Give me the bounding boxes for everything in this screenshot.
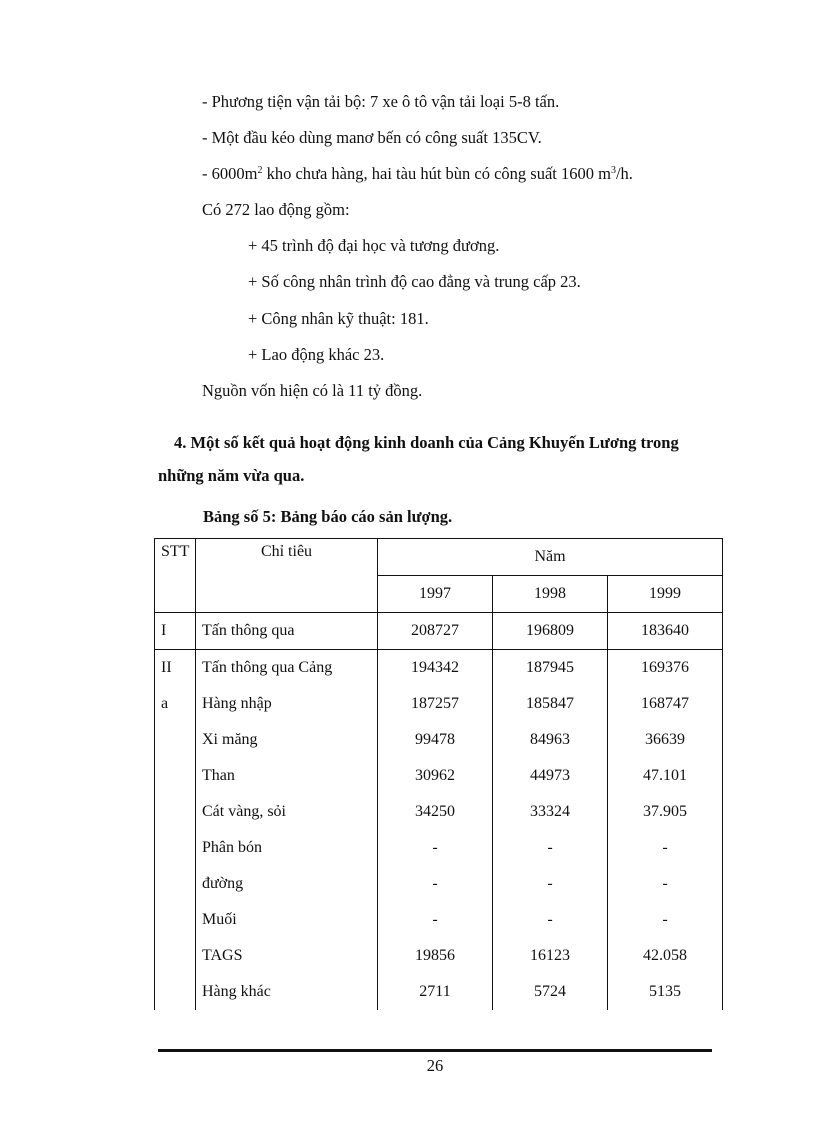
cell-value: 187945: [493, 650, 608, 687]
paragraph-labor-intro: Có 272 lao động gồm:: [202, 200, 350, 219]
cell-value: 2711: [378, 974, 493, 1010]
warehouse-superscript-2: 3: [610, 165, 616, 176]
header-nam: Năm: [378, 539, 723, 576]
table-header-row: [155, 539, 723, 576]
cell-label: Cát vàng, sỏi: [196, 794, 378, 830]
cell-label: đường: [196, 866, 378, 902]
cell-value: 84963: [493, 722, 608, 758]
warehouse-superscript-1: 2: [257, 165, 263, 176]
cell-value: 185847: [493, 686, 608, 722]
cell-value: 36639: [608, 722, 723, 758]
table-row: [155, 830, 723, 866]
table-row: [155, 866, 723, 902]
header-year: 1997: [378, 576, 493, 613]
production-report-table: [154, 538, 723, 1010]
paragraph-capital: Nguồn vốn hiện có là 11 tỷ đồng.: [202, 381, 423, 400]
header-stt: STT: [155, 539, 196, 613]
cell-stt: [155, 974, 196, 1010]
table-row: [155, 974, 723, 1010]
cell-stt: II: [155, 650, 196, 687]
paragraph-road-transport: - Phương tiện vận tải bộ: 7 xe ô tô vận tải loại 5-8 tấn.: [202, 92, 560, 111]
cell-label: Tấn thông qua: [196, 613, 378, 650]
cell-value: -: [493, 902, 608, 938]
table-row: [155, 794, 723, 830]
cell-value: -: [493, 830, 608, 866]
table-row: [155, 938, 723, 974]
cell-stt: [155, 938, 196, 974]
cell-value: -: [378, 830, 493, 866]
cell-stt: [155, 722, 196, 758]
header-chi-tieu: Chỉ tiêu: [196, 539, 378, 613]
cell-label: Than: [196, 758, 378, 794]
footer-divider: [158, 1049, 712, 1052]
cell-value: 30962: [378, 758, 493, 794]
cell-label: Muối: [196, 902, 378, 938]
table-row: [155, 722, 723, 758]
cell-value: -: [493, 866, 608, 902]
paragraph-warehouse: [202, 164, 633, 184]
cell-value: 196809: [493, 613, 608, 650]
table-row: [155, 613, 723, 650]
warehouse-text-pre: - 6000m: [202, 164, 258, 183]
warehouse-text-mid: kho chưa hàng, hai tàu hút bùn có công suất 1600 m: [262, 164, 611, 183]
cell-value: 44973: [493, 758, 608, 794]
cell-value: -: [608, 866, 723, 902]
cell-value: 99478: [378, 722, 493, 758]
cell-stt: [155, 866, 196, 902]
cell-value: 169376: [608, 650, 723, 687]
cell-value: 5135: [608, 974, 723, 1010]
cell-value: 208727: [378, 613, 493, 650]
cell-value: 19856: [378, 938, 493, 974]
cell-stt: a: [155, 686, 196, 722]
table-row: [155, 650, 723, 687]
cell-stt: [155, 902, 196, 938]
cell-value: 5724: [493, 974, 608, 1010]
header-year: 1999: [608, 576, 723, 613]
cell-label: Xi măng: [196, 722, 378, 758]
paragraph-tractor: - Một đầu kéo dùng manơ bến có công suất 135CV.: [202, 128, 542, 147]
cell-value: -: [378, 866, 493, 902]
table-row: [155, 686, 723, 722]
labor-item: + Số công nhân trình độ cao đẳng và trung cấp 23.: [248, 272, 581, 291]
cell-label: Hàng nhập: [196, 686, 378, 722]
table-row: [155, 902, 723, 938]
cell-value: 37.905: [608, 794, 723, 830]
cell-stt: I: [155, 613, 196, 650]
section-heading-continued: những năm vừa qua.: [158, 466, 305, 485]
cell-value: 42.058: [608, 938, 723, 974]
cell-value: 16123: [493, 938, 608, 974]
cell-value: 33324: [493, 794, 608, 830]
page-number: 26: [426, 1056, 444, 1075]
cell-stt: [155, 758, 196, 794]
cell-label: Hàng khác: [196, 974, 378, 1010]
cell-value: -: [608, 902, 723, 938]
cell-stt: [155, 794, 196, 830]
cell-value: -: [608, 830, 723, 866]
labor-item: + Lao động khác 23.: [248, 345, 385, 364]
header-year: 1998: [493, 576, 608, 613]
labor-item: + Công nhân kỹ thuật: 181.: [248, 309, 429, 328]
cell-value: -: [378, 902, 493, 938]
cell-value: 47.101: [608, 758, 723, 794]
cell-label: Tấn thông qua Cảng: [196, 650, 378, 687]
cell-label: Phân bón: [196, 830, 378, 866]
cell-value: 187257: [378, 686, 493, 722]
labor-item: + 45 trình độ đại học và tương đương.: [248, 236, 500, 255]
table-caption: Bảng số 5: Bảng báo cáo sản lượng.: [203, 507, 453, 526]
warehouse-text-post: /h.: [615, 164, 633, 183]
cell-value: 194342: [378, 650, 493, 687]
cell-value: 168747: [608, 686, 723, 722]
table-row: [155, 758, 723, 794]
cell-label: TAGS: [196, 938, 378, 974]
cell-value: 183640: [608, 613, 723, 650]
cell-value: 34250: [378, 794, 493, 830]
cell-stt: [155, 830, 196, 866]
section-heading: 4. Một số kết quả hoạt động kinh doanh của Cảng Khuyến Lương trong: [174, 433, 679, 452]
